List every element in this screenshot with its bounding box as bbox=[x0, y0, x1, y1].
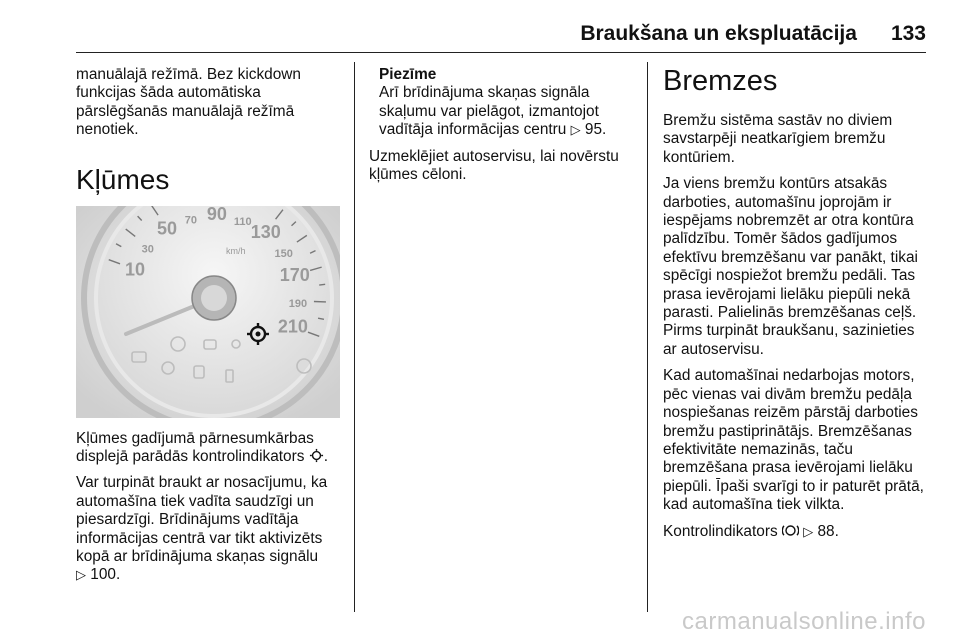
gauge-label: 70 bbox=[184, 213, 197, 226]
figure-caption: Kļūmes gadījumā pārnesumkārbas displejā parādās kontrolindikators . bbox=[76, 429, 328, 466]
column-divider bbox=[354, 62, 355, 612]
column-middle bbox=[369, 66, 635, 192]
page-header bbox=[76, 22, 926, 46]
header-rule bbox=[76, 52, 926, 53]
page-reference[interactable]: 95. bbox=[584, 121, 607, 139]
gauge-label: 30 bbox=[141, 242, 154, 255]
column-divider bbox=[647, 62, 648, 612]
reference-arrow-icon: ▷ bbox=[803, 523, 814, 539]
gauge-label: 10 bbox=[125, 258, 146, 279]
brake-warning-icon bbox=[782, 523, 799, 538]
brakes-paragraph-2: Ja viens bremžu kontūrs atsakās darboties, automašīnu joprojām ir iespējams nobremzēt ar otra kontūra palīdzību. Tomēr šādos gadījumos efektīvu bremzēšanu var panākt, tikai spēcīgi nospiežot bremžu pedāli. Tas prasa ievērojami lielāku piepūli nekā parasti. Palielinās bremzēšanas ceļš. Pirms turpināt braukšanu, sazinieties ar autoservisu. bbox=[663, 175, 918, 358]
gauge-label: 190 bbox=[288, 297, 308, 310]
column-left bbox=[76, 66, 342, 593]
gauge-label: 90 bbox=[206, 205, 227, 224]
page-number: 133 bbox=[890, 22, 926, 45]
reference-arrow-icon: ▷ bbox=[76, 567, 86, 583]
caption-text: Kļūmes gadījumā pārnesumkārbas displejā parādās kontrolindikators bbox=[76, 429, 314, 466]
reference-arrow-icon: ▷ bbox=[570, 122, 581, 138]
paragraph-text: Var turpināt braukt ar nosacījumu, ka automašīna tiek vadīta saudzīgi un piesardzīgi. Brīdinājums vadītāja informācijas centrā var tikt aktivizēts kopā ar brīdinājuma skaņas signālu bbox=[76, 474, 328, 566]
brakes-paragraph-1: Bremžu sistēma sastāv no diviem savstarpēji neatkarīgiem bremžu kontūriem. bbox=[663, 112, 893, 166]
heading-faults: Kļūmes bbox=[76, 163, 170, 195]
gauge-label: 130 bbox=[250, 221, 281, 242]
gauge-label: 210 bbox=[277, 316, 308, 337]
gauge-label: 110 bbox=[233, 215, 252, 228]
column-right bbox=[663, 66, 931, 549]
intro-paragraph: manuālajā režīmā. Bez kickdown funkcijas šāda automātiska pārslēgšanās manuālajā režīmā nenotiek. bbox=[76, 66, 301, 139]
brakes-paragraph-3: Kad automašīnai nedarbojas motors, pēc vienas vai divām bremžu pedāļa nospiešanas reizēm pārstāj darboties bremžu pastiprinātājs. Bremzēšanas efektivitāte nemazinās, taču bremzēšana prasa ievērojami lielāku piepūli. Īpaši svarīgi to ir paturēt prātā, kad automašīna tiek vilkta. bbox=[663, 367, 924, 514]
watermark: carmanualsonline.info bbox=[682, 608, 926, 635]
gauge-label: 50 bbox=[157, 217, 178, 238]
brakes-paragraph-4 bbox=[663, 523, 931, 541]
continue-driving-paragraph bbox=[76, 474, 342, 584]
section-title: Braukšana un ekspluatācija bbox=[580, 22, 857, 45]
page-reference[interactable]: 88. bbox=[817, 522, 839, 540]
gauge-tick bbox=[319, 284, 325, 285]
service-paragraph: Uzmeklējiet autoservisu, lai novērstu kļūmes cēloni. bbox=[369, 147, 619, 184]
gear-warning-icon bbox=[309, 448, 324, 463]
note-title: Piezīme bbox=[379, 66, 437, 83]
speedometer-illustration bbox=[76, 206, 340, 418]
note-body bbox=[379, 84, 635, 139]
page-reference[interactable]: 100. bbox=[90, 566, 121, 584]
note-box bbox=[369, 66, 635, 140]
heading-brakes: Bremzes bbox=[663, 65, 778, 97]
gauge-label: 170 bbox=[279, 264, 310, 285]
speed-unit: km/h bbox=[226, 245, 246, 256]
speedometer-svg bbox=[76, 206, 340, 418]
gauge-label: 150 bbox=[274, 247, 293, 260]
paragraph-text: Kontrolindikators bbox=[663, 522, 778, 540]
note-text: Arī brīdinājuma skaņas signāla skaļumu var pielāgot, izmantojot vadītāja informācijas centru bbox=[379, 84, 599, 139]
